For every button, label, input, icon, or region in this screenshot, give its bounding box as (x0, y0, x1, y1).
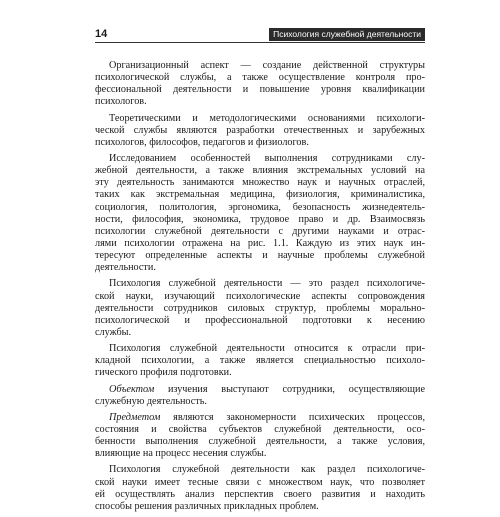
text-line: бенности выполнения служебной деятельности, а также условия, (95, 436, 425, 448)
emphasized-term: Предметом (109, 411, 161, 423)
running-header (95, 28, 425, 43)
text-line: Психология служебной деятельности как раздел психологиче- (109, 464, 425, 476)
text-line: психологической службы, а также осуществление контроля про- (95, 72, 425, 84)
running-title: Психология служебной деятельности (269, 28, 425, 41)
text-line: гического профиля подготовки. (95, 367, 232, 379)
paragraph (95, 113, 425, 149)
text-line: психологов. (95, 96, 147, 108)
body-text (95, 60, 425, 517)
text-line: Психология служебной деятельности — это раздел психологиче- (109, 278, 425, 290)
text-line: жебной деятельности, а также влияния экстремальных условий на (95, 165, 425, 177)
text-line: состояния и свойства субъектов служебной деятельности, осо- (95, 423, 425, 435)
text-line: психологической и профессиональной подготовки к несению (95, 314, 425, 326)
text-line: ей осуществлять анализ перспектив своего развития и находить (95, 488, 425, 500)
paragraph (95, 278, 425, 339)
paragraph (95, 384, 425, 408)
text-line: ческой службы являются разработки отечественных и зарубежных (95, 124, 425, 136)
emphasized-term: Объектом (109, 383, 155, 395)
text-line: лями психологии отражена на рис. 1.1. Каждую из этих наук ин- (95, 237, 425, 249)
text-line (95, 384, 425, 396)
text-line: психологии служебной деятельности с другими науками и отрас- (95, 225, 425, 237)
text-line: психологов, философов, педагогов и физиологов. (95, 136, 309, 148)
text-line: Исследованием особенностей выполнения сотрудниками слу- (109, 152, 425, 164)
text-line: эту деятельность занимаются множество наук и научных отраслей, (95, 177, 425, 189)
text-line: ской науки имеет тесные связи с множеством наук, что позволяет (95, 476, 425, 488)
text-line: кладной психологии, а также является специальностью психоло- (95, 355, 425, 367)
paragraph (95, 60, 425, 109)
text-line: тересуют определенные аспекты и научные проблемы служебной (95, 250, 425, 262)
paragraph (95, 412, 425, 461)
line-text: изучения выступают сотрудники, осуществляющие (154, 383, 425, 395)
text-line: ности, философия, экономика, трудовое право и др. Взаимосвязь (95, 213, 425, 225)
text-line: службы. (95, 326, 132, 338)
paragraph (95, 153, 425, 274)
text-line: Психология служебной деятельности относится к отрасли при- (109, 343, 425, 355)
line-text: являются закономерности психических процессов, (160, 411, 425, 423)
text-line: деятельности. (95, 262, 156, 274)
text-line: влияющие на процесс несения службы. (95, 448, 267, 460)
text-line: социология, политология, эргономика, безопасность жизнедеятель- (95, 201, 425, 213)
paragraph (95, 343, 425, 379)
text-line: фессиональной деятельности и повышение уровня квалификации (95, 84, 425, 96)
text-line (95, 412, 425, 424)
text-line: способы решения различных прикладных проблем. (95, 500, 319, 512)
paragraph (95, 464, 425, 513)
page-number: 14 (95, 28, 108, 40)
text-line: служебную деятельность. (95, 395, 207, 407)
text-line: деятельности сотрудников силовых структур, проблемы морально- (95, 302, 425, 314)
text-line: Организационный аспект — создание действенной структуры (109, 60, 425, 71)
text-line: Теоретическими и методологическими основаниями психологи- (109, 112, 425, 124)
text-line: ской науки, изучающий психологические аспекты сопровождения (95, 290, 425, 302)
text-line: таких как экстремальная медицина, физиология, криминалистика, (95, 189, 425, 201)
